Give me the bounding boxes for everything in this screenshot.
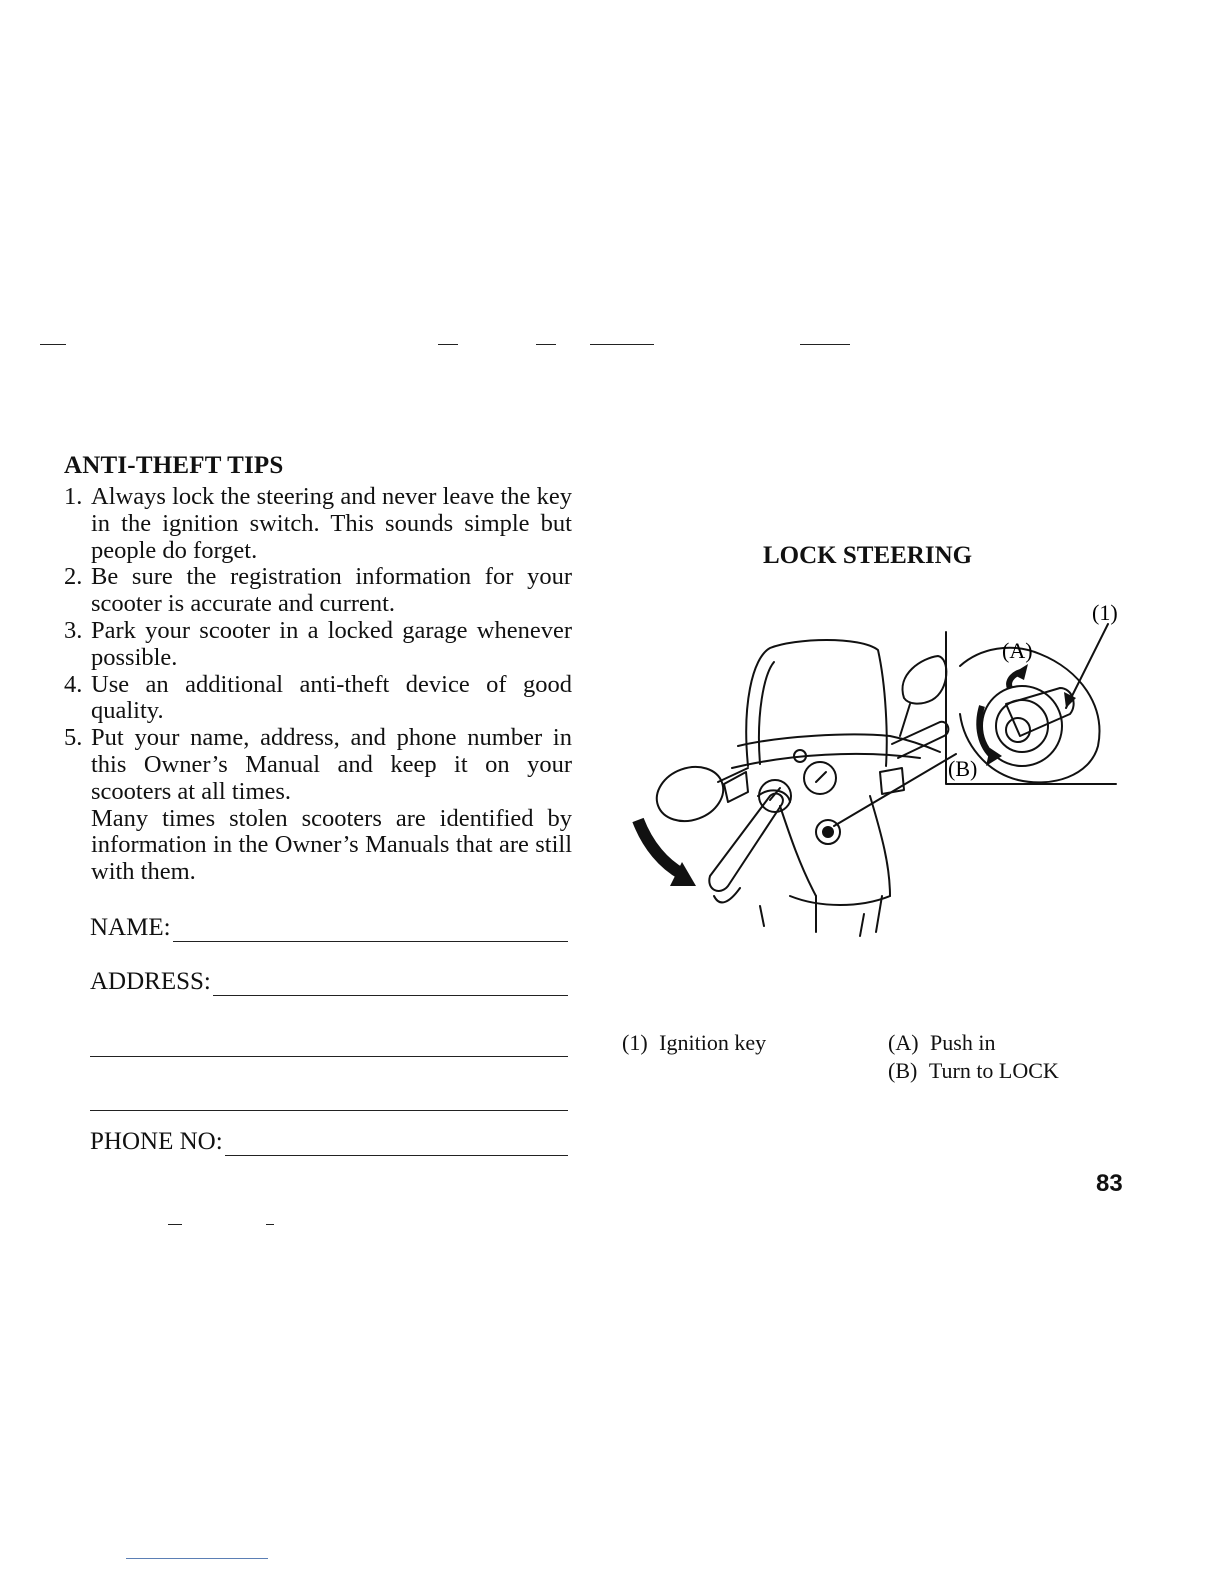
tip-text-continued: Many times stolen scooters are identified by information in the Owner’s Manuals that are still with them. <box>91 804 572 886</box>
scan-rule <box>40 344 66 345</box>
address-field[interactable] <box>90 968 568 996</box>
tip-number: 5. <box>64 724 83 752</box>
caption-push-in <box>888 1030 995 1056</box>
phone-field[interactable] <box>90 1128 568 1156</box>
tip-item <box>64 618 572 672</box>
scan-rule <box>590 344 654 345</box>
lock-steering-title: LOCK STEERING <box>763 542 973 569</box>
tip-text: Use an additional anti-theft device of good quality. <box>91 670 572 725</box>
tip-number: 4. <box>64 670 83 698</box>
scan-rule <box>438 344 458 345</box>
tip-text: Put your name, address, and phone number in this Owner’s Manual and keep it on your scooters at all times. <box>91 724 572 805</box>
caption-ignition-key <box>622 1030 766 1056</box>
phone-blank-line[interactable] <box>225 1133 568 1156</box>
scan-rule <box>168 1224 182 1225</box>
address-extra-line[interactable] <box>90 1110 568 1111</box>
tip-number: 3. <box>64 616 83 644</box>
tip-item <box>64 564 572 618</box>
scan-rule <box>536 344 556 345</box>
caption-letter: (A) <box>888 1030 919 1055</box>
tip-number: 1. <box>64 483 83 510</box>
caption-letter: (B) <box>888 1058 918 1083</box>
caption-text: Ignition key <box>659 1030 767 1055</box>
tip-text: Be sure the registration information for your scooter is accurate and current. <box>91 563 572 618</box>
tip-text: Always lock the steering and never leave the key in the ignition switch. This sounds simple but people do forget. <box>91 483 572 564</box>
callout-a: (A) <box>1002 638 1033 663</box>
name-field[interactable] <box>90 914 568 942</box>
lock-steering-illustration <box>620 596 1130 946</box>
address-blank-line[interactable] <box>213 973 568 996</box>
caption-turn-to-lock <box>888 1058 1059 1084</box>
scan-rule <box>800 344 850 345</box>
tip-number: 2. <box>64 563 83 591</box>
tip-item <box>64 725 572 886</box>
tip-text: Park your scooter in a locked garage whenever possible. <box>91 616 572 671</box>
callout-b: (B) <box>948 756 978 781</box>
scan-rule <box>266 1224 274 1225</box>
page-number: 83 <box>1096 1170 1123 1197</box>
callout-1: (1) <box>1092 600 1118 625</box>
address-extra-line[interactable] <box>90 1056 568 1057</box>
blue-rule <box>126 1558 268 1559</box>
anti-theft-heading: ANTI-THEFT TIPS <box>64 452 284 479</box>
name-label: NAME: <box>90 914 171 941</box>
caption-text: Push in <box>930 1030 996 1055</box>
tip-item <box>64 484 572 564</box>
anti-theft-tips-list <box>64 484 572 886</box>
name-blank-line[interactable] <box>173 919 568 942</box>
caption-text: Turn to LOCK <box>928 1058 1059 1083</box>
tip-item <box>64 672 572 726</box>
caption-number: (1) <box>622 1030 648 1055</box>
phone-label: PHONE NO: <box>90 1128 223 1155</box>
address-label: ADDRESS: <box>90 968 211 995</box>
